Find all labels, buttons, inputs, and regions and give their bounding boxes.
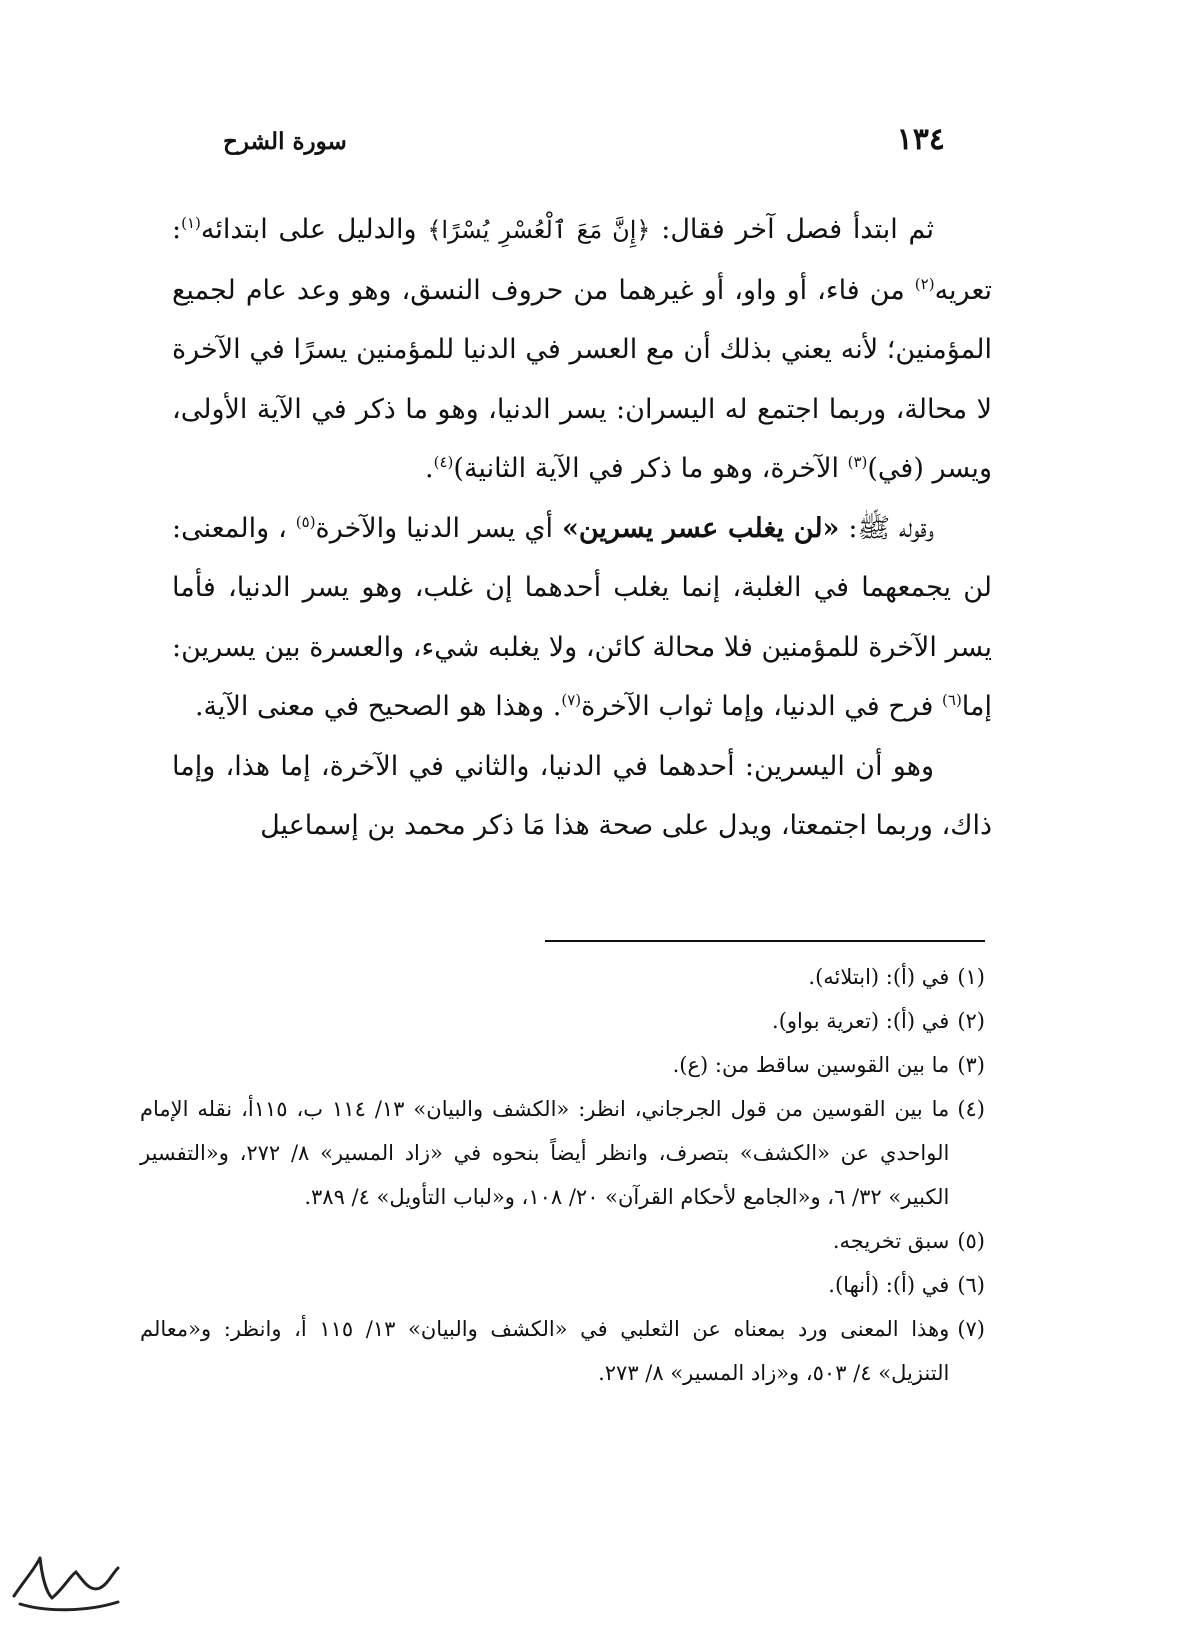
footnote-text: ما بين القوسين ساقط من: (ع). — [672, 1053, 950, 1077]
footnote-text: في (أ): (أنها). — [828, 1273, 950, 1297]
footnote-7 — [140, 1307, 985, 1395]
main-text — [172, 200, 992, 856]
running-title: سورة الشرح — [223, 128, 347, 155]
text-run: من فاء، أو واو، أو غيرهما من حروف النسق، وهو وعد عام لجميع المؤمنين؛ لأنه يعني بذلك أن مع العسر في الدنيا للمؤمنين يسرًا في الآخرة لا محالة، وربما اجتمع له اليسران: يسر الدنيا، وهو ما ذكر في الآية الأولى، ويسر (في) — [172, 274, 992, 484]
footnote-text: سبق تخريجه. — [832, 1229, 950, 1253]
footnote-marker: (٢) — [914, 274, 935, 293]
footnote-number: (٣) — [957, 1053, 985, 1077]
text-run: أي يسر الدنيا والآخرة — [315, 512, 562, 544]
footnote-text: في (أ): (ابتلائه). — [808, 965, 950, 989]
footnote-marker: (١) — [181, 214, 201, 232]
footnote-number: (٧) — [957, 1317, 985, 1341]
paragraph-1 — [172, 200, 992, 499]
page-header — [165, 122, 945, 182]
footnote-marker: (٧) — [561, 691, 582, 709]
paragraph-3: وهو أن اليسرين: أحدهما في الدنيا، والثاني في الآخرة، إما هذا، وإما ذاك، وربما اجتمعتا، ويدل على صحة هذا مَا ذكر محمد بن إسماعيل — [172, 750, 992, 841]
footnote-number: (٢) — [957, 1009, 985, 1033]
footnote-3 — [140, 1043, 985, 1087]
page-number: ١٣٤ — [896, 122, 945, 157]
footnote-marker: (٦) — [942, 691, 962, 709]
quran-verse: ﴿إِنَّ مَعَ ٱلْعُسْرِ يُسْرًا﴾ — [427, 216, 651, 244]
footnote-2 — [140, 999, 985, 1043]
footnote-4 — [140, 1087, 985, 1219]
text-run: ، والمعنى: لن يجمعهما في الغلبة، إنما يغلب أحدهما إن غلب، وهو يسر الدنيا، فأما يسر الآخرة للمؤمنين فلا محالة كائن، ولا يغلبه شيء، والعسرة بين يسرين: إما — [172, 512, 992, 722]
footnote-marker: (٣) — [847, 453, 868, 471]
text-run: والدليل على ابتدائه — [200, 214, 428, 245]
footnote-number: (١) — [957, 965, 985, 989]
text-run: فرح في الدنيا، وإما ثواب الآخرة — [581, 691, 943, 722]
footnote-marker: (٥) — [295, 512, 316, 531]
footnote-text: ما بين القوسين من قول الجرجاني، انظر: «الكشف والبيان» ١٣/ ١١٤ ب، ١١٥أ، نقله الإمام الواحدي عن «الكشف» بتصرف، وانظر أيضاً بنحوه في «زاد المسير» ٨/ ٢٧٢، و«التفسير الكبير» ٣٢/ ٦، و«الجامع لأحكام القرآن» ٢٠/ ١٠٨، و«لباب التأويل» ٤/ ٣٨٩. — [140, 1097, 950, 1209]
text-run: . — [425, 453, 434, 484]
text-run: وقوله ﷺ: — [839, 512, 934, 544]
footnote-5 — [140, 1219, 985, 1263]
text-run: : تعريه — [172, 214, 992, 306]
footnote-1 — [140, 955, 985, 999]
paragraph-2 — [172, 499, 992, 737]
watermark-logo — [6, 1548, 126, 1623]
watermark-flourish — [14, 1558, 118, 1610]
footnote-marker: (٤) — [433, 453, 454, 471]
footnote-number: (٥) — [957, 1229, 985, 1253]
footnote-number: (٦) — [957, 1273, 985, 1297]
footnote-text: في (أ): (تعرية بواو). — [772, 1009, 950, 1033]
footnote-text: وهذا المعنى ورد بمعناه عن الثعلبي في «الكشف والبيان» ١٣/ ١١٥ أ، وانظر: و«معالم التنزيل» ٤/ ٥٠٣، و«زاد المسير» ٨/ ٢٧٣. — [140, 1317, 950, 1385]
footnote-6 — [140, 1263, 985, 1307]
footnotes — [140, 955, 985, 1395]
footnote-separator — [545, 940, 985, 942]
text-run: الآخرة، وهو ما ذكر في الآية الثانية) — [453, 453, 848, 484]
text-run: . وهذا هو الصحيح في معنى الآية. — [194, 691, 562, 722]
hadith-quote: «لن يغلب عسر يسرين» — [561, 512, 840, 544]
footnote-number: (٤) — [957, 1097, 985, 1121]
text-run: ثم ابتدأ فصل آخر فقال: — [650, 214, 934, 245]
